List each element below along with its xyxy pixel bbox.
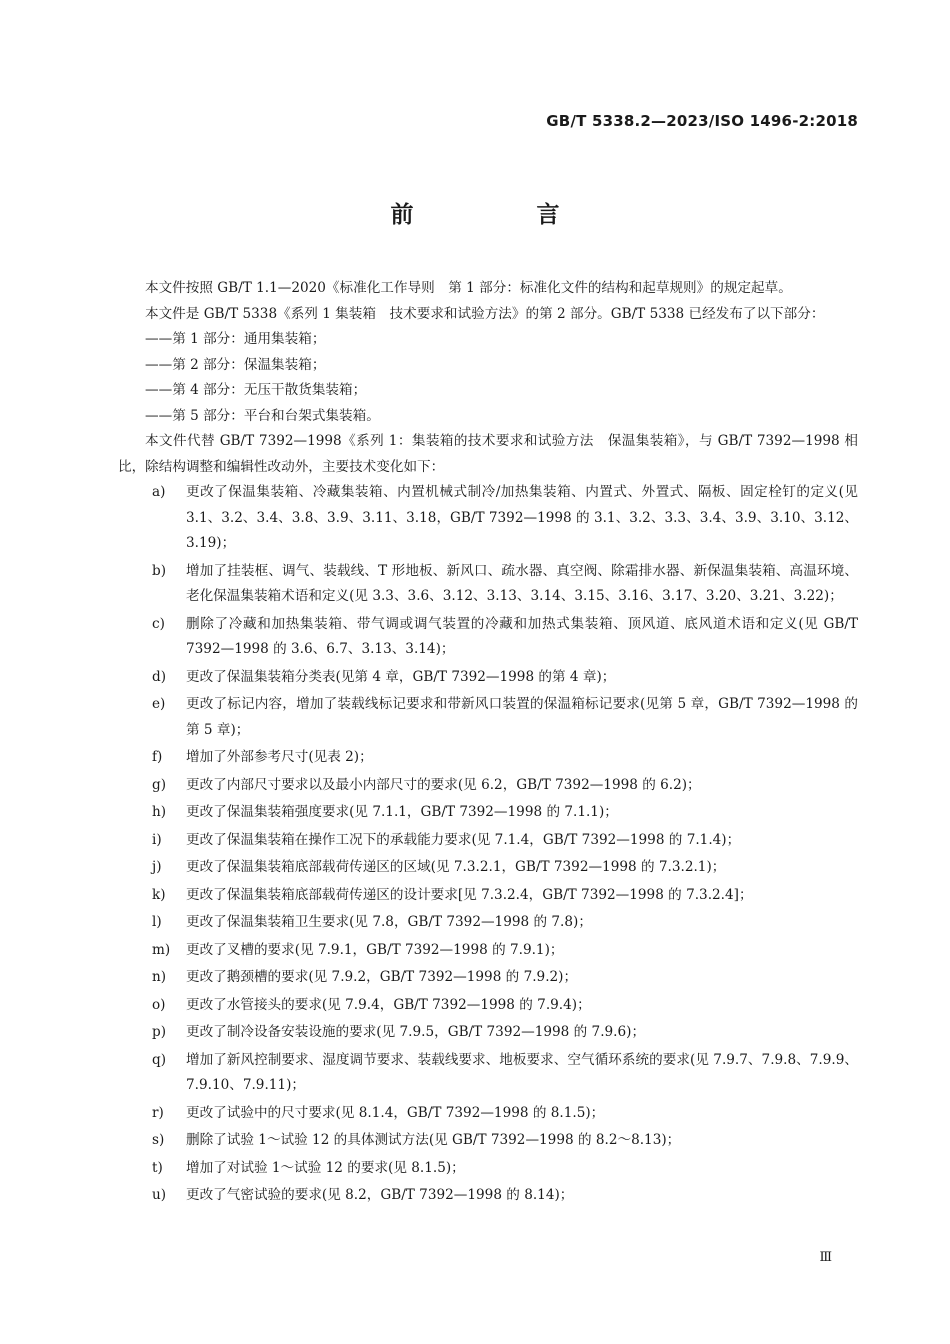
change-item xyxy=(118,773,858,799)
change-item-text: 更改了内部尺寸要求以及最小内部尺寸的要求(见 6.2，GB/T 7392—1998 的 6.2)； xyxy=(186,776,701,793)
part-list-item: ——第 1 部分：通用集装箱； xyxy=(145,331,326,347)
change-item xyxy=(118,965,858,991)
part-list-item: ——第 2 部分：保温集装箱； xyxy=(145,356,326,373)
change-item-label: q) xyxy=(152,1051,167,1068)
change-item-label: i) xyxy=(152,831,162,848)
change-item xyxy=(118,883,858,909)
change-item-label: l) xyxy=(152,914,162,930)
change-item xyxy=(118,855,858,881)
change-item-label: g) xyxy=(152,776,167,793)
change-item-label: n) xyxy=(152,969,167,985)
change-item-text: 更改了气密试验的要求(见 8.2，GB/T 7392—1998 的 8.14)； xyxy=(186,1187,574,1203)
change-item xyxy=(118,1020,858,1046)
change-item-label: m) xyxy=(152,941,171,958)
change-item-text: 增加了对试验 1～试验 12 的要求(见 8.1.5)； xyxy=(186,1159,465,1176)
change-item-text: 更改了制冷设备安装设施的要求(见 7.9.5，GB/T 7392—1998 的 7.9.6)； xyxy=(186,1024,646,1040)
change-item xyxy=(118,692,858,743)
change-item-text: 增加了外部参考尺寸(见表 2)； xyxy=(186,749,373,765)
change-item-text: 更改了叉槽的要求(见 7.9.1，GB/T 7392—1998 的 7.9.1)； xyxy=(186,941,564,958)
change-item-text: 更改了保温集装箱卫生要求(见 7.8，GB/T 7392—1998 的 7.8)； xyxy=(186,914,592,930)
change-item-label: b) xyxy=(152,562,167,579)
change-item-text: 增加了新风控制要求、湿度调节要求、装载线要求、地板要求、空气循环系统的要求(见 7.9.7、7.9.8、7.9.9、7.9.10、7.9.11)； xyxy=(186,1051,858,1093)
change-item xyxy=(118,993,858,1019)
change-item xyxy=(118,1048,858,1099)
change-item-label: f) xyxy=(152,749,163,765)
paragraph: 本文件代替 GB/T 7392—1998《系列 1：集装箱的技术要求和试验方法 保温集装箱》，与 GB/T 7392—1998 相比，除结构调整和编辑性改动外，主要技术变化如下： xyxy=(118,433,858,475)
change-item-label: j) xyxy=(152,859,162,875)
change-item-label: r) xyxy=(152,1104,164,1121)
change-item-text: 增加了挂装框、调气、装载线、T 形地板、新风口、疏水器、真空阀、除霜排水器、新保温集装箱、高温环境、老化保温集装箱术语和定义(见 3.3、3.6、3.12、3.13、3.14、3.15、3.16、3.17、3.20、3.21、3.22)； xyxy=(186,562,858,604)
change-item xyxy=(118,1101,858,1127)
change-item xyxy=(118,938,858,964)
change-item xyxy=(118,745,858,771)
change-list xyxy=(118,480,858,1209)
change-item-label: o) xyxy=(152,996,166,1013)
change-item xyxy=(118,480,858,557)
change-item-text: 更改了保温集装箱底部载荷传递区的设计要求[见 7.3.2.4，GB/T 7392—1998 的 7.3.2.4]； xyxy=(186,886,753,903)
page-title: 前 言 xyxy=(390,202,610,228)
change-item-text: 更改了标记内容，增加了装载线标记要求和带新风口装置的保温箱标记要求(见第 5 章，GB/T 7392—1998 的第 5 章)； xyxy=(186,696,858,738)
change-item-label: s) xyxy=(152,1132,165,1148)
change-item xyxy=(118,910,858,936)
change-item-label: t) xyxy=(152,1159,163,1176)
change-item-text: 更改了保温集装箱在操作工况下的承载能力要求(见 7.1.4，GB/T 7392—1998 的 7.1.4)； xyxy=(186,831,741,848)
change-item xyxy=(118,1128,858,1154)
change-item-text: 更改了水管接头的要求(见 7.9.4，GB/T 7392—1998 的 7.9.4)； xyxy=(186,996,591,1013)
change-item-label: d) xyxy=(152,668,167,685)
change-item xyxy=(118,1156,858,1182)
change-item-text: 更改了保温集装箱底部载荷传递区的区域(见 7.3.2.1，GB/T 7392—1998 的 7.3.2.1)； xyxy=(186,859,726,875)
change-item-label: h) xyxy=(152,804,167,820)
change-item xyxy=(118,612,858,663)
document-body xyxy=(118,276,858,1211)
change-item-text: 删除了试验 1～试验 12 的具体测试方法(见 GB/T 7392—1998 的 8.2～8.13)； xyxy=(186,1132,681,1148)
change-item-text: 更改了保温集装箱分类表(见第 4 章，GB/T 7392—1998 的第 4 章)； xyxy=(186,668,616,685)
change-item-text: 更改了鹅颈槽的要求(见 7.9.2，GB/T 7392—1998 的 7.9.2)； xyxy=(186,969,578,985)
change-item-text: 删除了冷藏和加热集装箱、带气调或调气装置的冷藏和加热式集装箱、顶风道、底风道术语和定义(见 GB/T 7392—1998 的 3.6、6.7、3.13、3.14)； xyxy=(186,615,858,657)
change-item xyxy=(118,800,858,826)
page-number: Ⅲ xyxy=(819,1250,832,1265)
change-item xyxy=(118,828,858,854)
change-item-label: e) xyxy=(152,696,166,712)
change-item-label: k) xyxy=(152,886,166,903)
change-item-label: c) xyxy=(152,615,165,632)
change-item xyxy=(118,665,858,691)
part-list-item: ——第 4 部分：无压干散货集装箱； xyxy=(145,382,367,398)
change-item-text: 更改了试验中的尺寸要求(见 8.1.4，GB/T 7392—1998 的 8.1.5)； xyxy=(186,1104,605,1121)
change-item xyxy=(118,1183,858,1209)
change-item-text: 更改了保温集装箱、冷藏集装箱、内置机械式制冷/加热集装箱、内置式、外置式、隔板、固定栓钉的定义(见 3.1、3.2、3.4、3.8、3.9、3.11、3.18，GB/T 7392—1998 的 3.1、3.2、3.3、3.4、3.9、3.10、3.12、3.19)； xyxy=(186,484,858,551)
change-item-label: p) xyxy=(152,1024,167,1040)
paragraph: 本文件按照 GB/T 1.1—2020《标准化工作导则 第 1 部分：标准化文件的结构和起草规则》的规定起草。 xyxy=(145,280,792,296)
change-item-label: a) xyxy=(152,484,166,500)
change-item-label: u) xyxy=(152,1187,167,1203)
change-item xyxy=(118,559,858,610)
part-list-item: ——第 5 部分：平台和台架式集装箱。 xyxy=(145,407,380,424)
paragraph: 本文件是 GB/T 5338《系列 1 集装箱 技术要求和试验方法》的第 2 部分。GB/T 5338 已经发布了以下部分： xyxy=(145,305,825,322)
change-item-text: 更改了保温集装箱强度要求(见 7.1.1，GB/T 7392—1998 的 7.1.1)； xyxy=(186,804,618,820)
standard-number: GB/T 5338.2—2023/ISO 1496-2:2018 xyxy=(546,112,858,130)
